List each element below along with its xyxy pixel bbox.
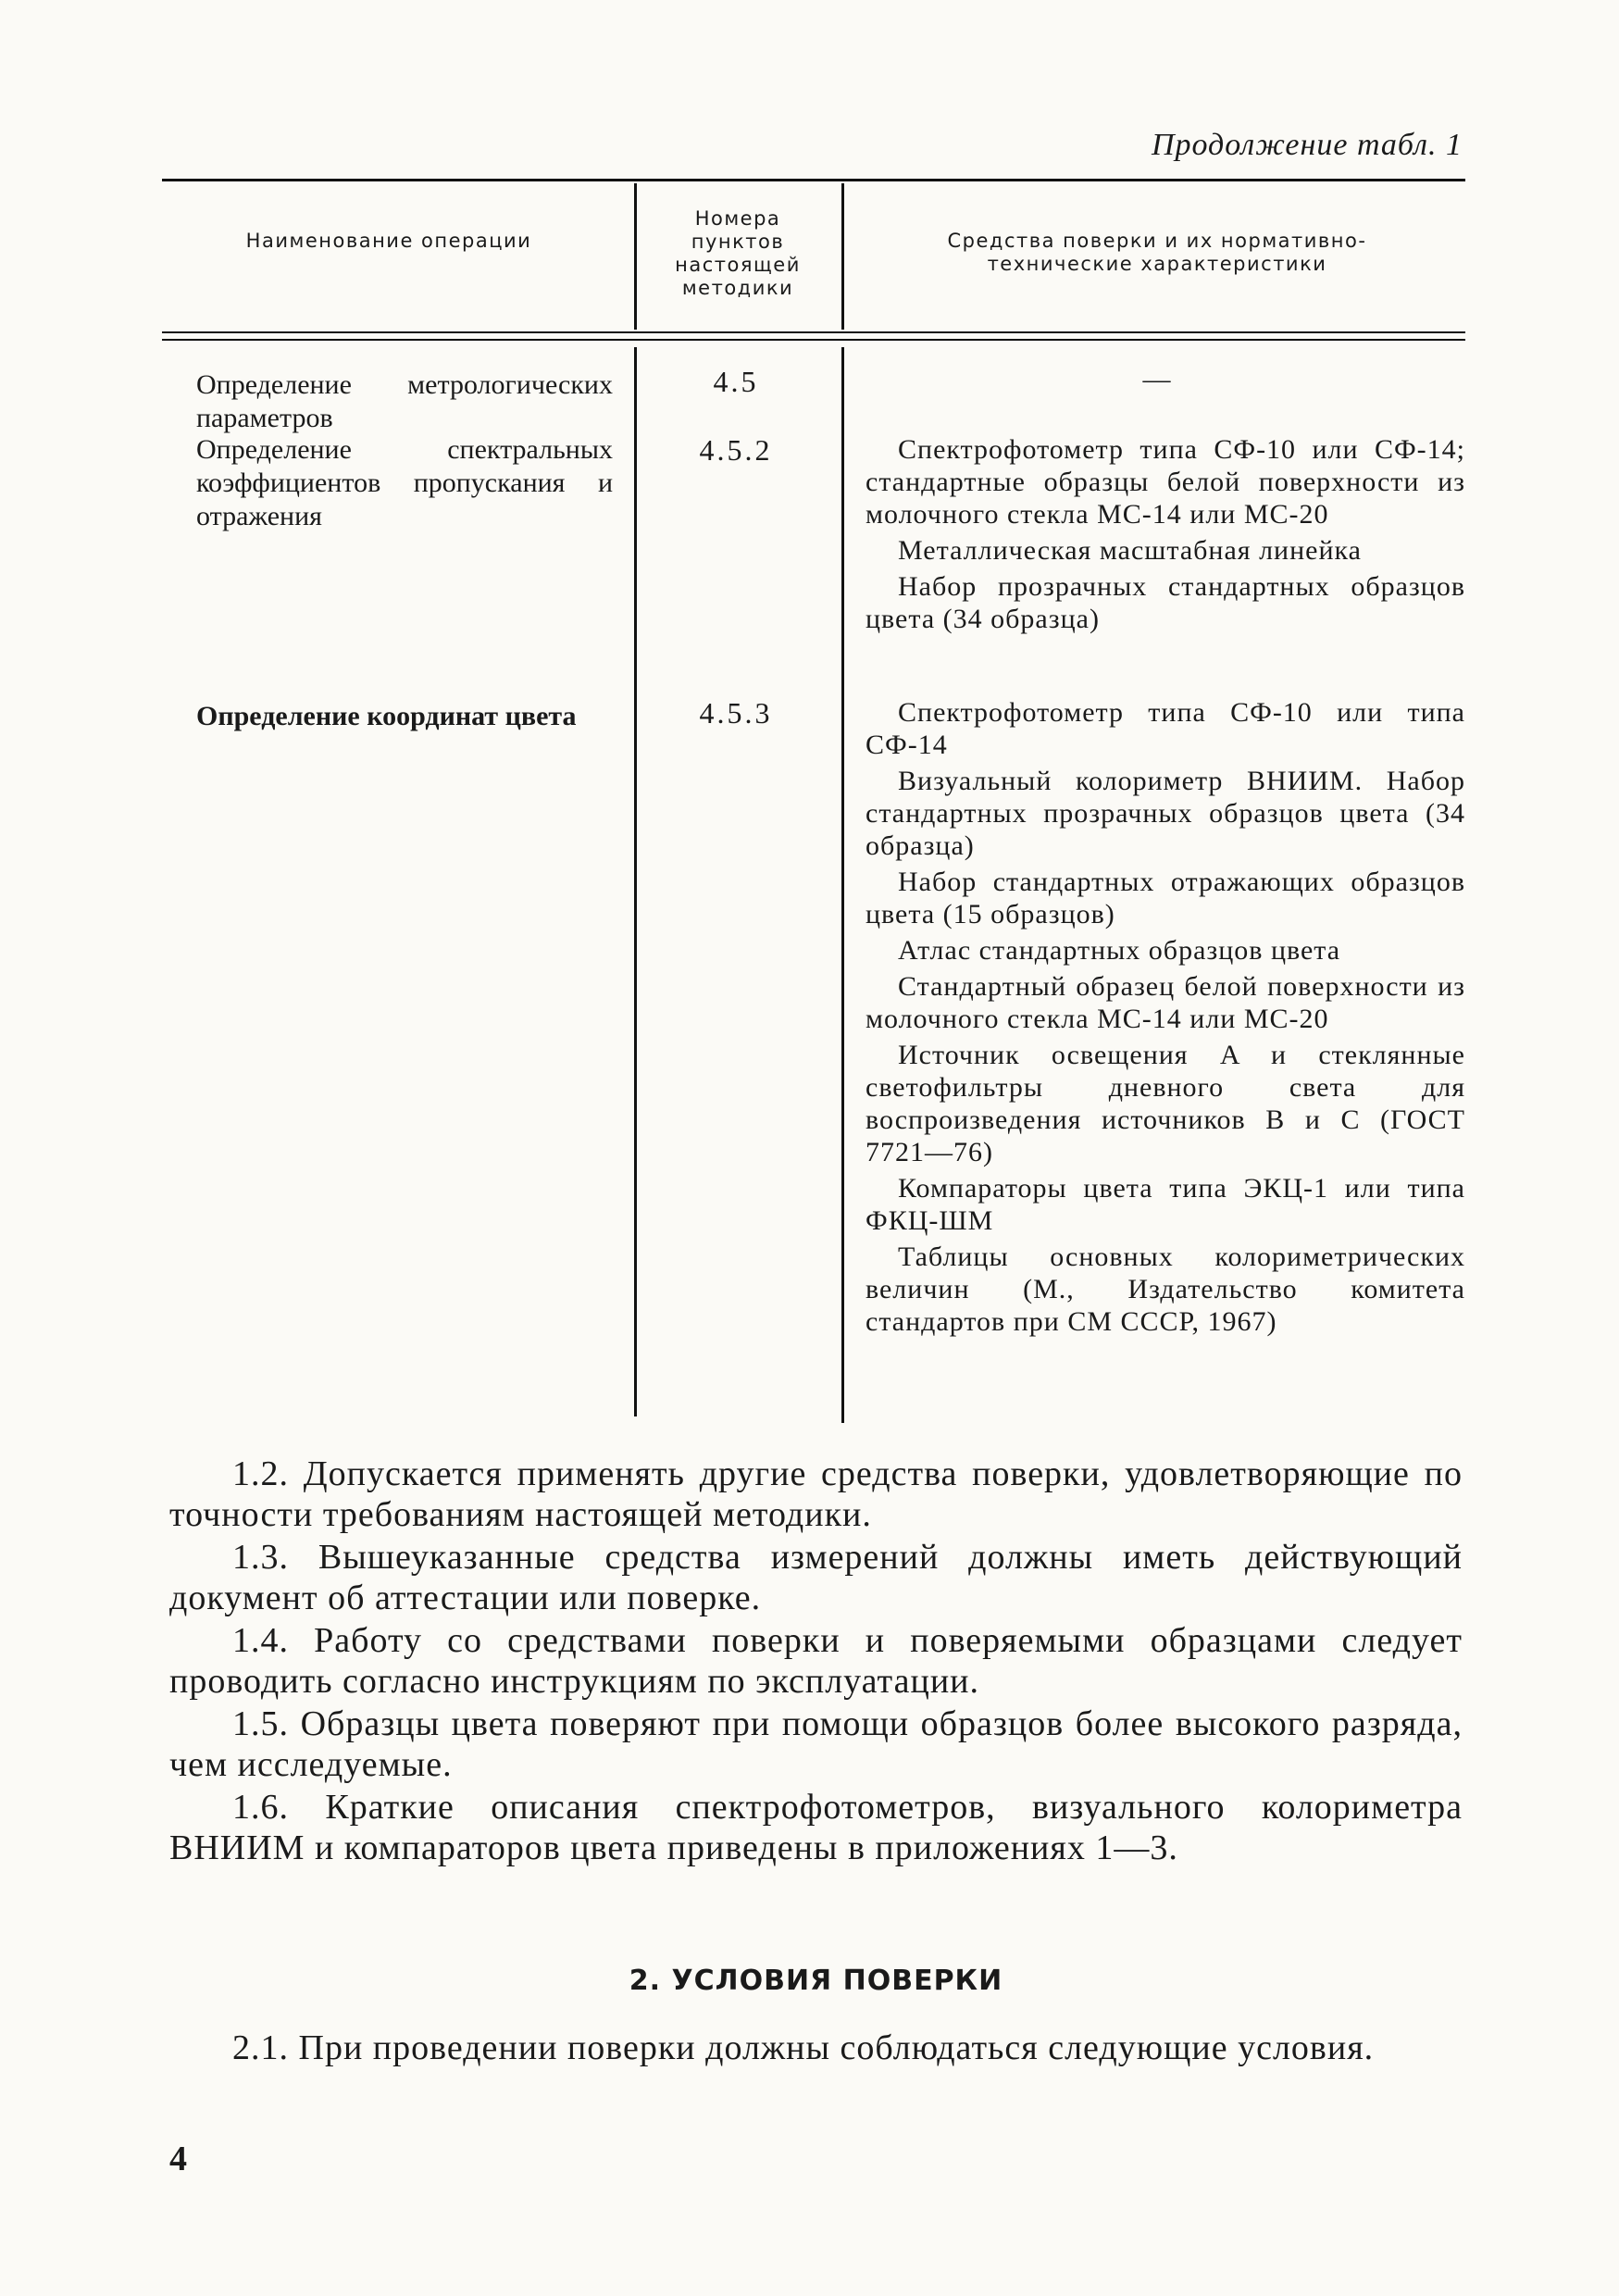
means-item: Спектрофотометр типа СФ-10 или СФ-14; стандартные образцы белой поверхности из молочного стекла МС-14 или МС-20 bbox=[866, 434, 1465, 530]
col-header-item: Номера пунктов настоящей методики bbox=[675, 207, 801, 299]
paragraph-2-1: 2.1. При проведении поверки должны соблюдаться следующие условия. bbox=[232, 2028, 1375, 2067]
table-row-2-operation: Определение спектральных коэффициентов пропускания и отражения bbox=[196, 434, 613, 531]
means-item: Спектрофотометр типа СФ-10 или типа СФ-14 bbox=[866, 697, 1465, 760]
section-body bbox=[169, 2028, 1463, 2070]
table-row-1-item: 4.5 bbox=[713, 365, 759, 398]
table-row-2-means bbox=[866, 433, 1465, 639]
means-item: Источник освещения A и стеклянные светофильтры дневного света для воспроизведения источников B и C (ГОСТ 7721—76) bbox=[866, 1040, 1465, 1167]
table-row-1-means: — bbox=[1142, 364, 1172, 394]
means-item: Таблицы основных колориметрических величин (М., Издательство комитета стандартов при СМ СССР, 1967) bbox=[866, 1242, 1465, 1337]
col-header-operation: Наименование операции bbox=[245, 230, 532, 252]
header-rule-1 bbox=[162, 331, 1465, 333]
body-divider-1 bbox=[634, 347, 637, 1416]
means-item: Стандартный образец белой поверхности из молочного стекла МС-14 или МС-20 bbox=[866, 971, 1465, 1034]
table-row-3-means bbox=[866, 696, 1465, 1341]
table-row-1-operation: Определение метрологических параметров bbox=[196, 369, 613, 433]
col-header-means: Средства поверки и их нормативно-технические характеристики bbox=[947, 230, 1367, 275]
table-row-2-item: 4.5.2 bbox=[699, 433, 773, 467]
paragraph-1-5: 1.5. Образцы цвета поверяют при помощи образцов более высокого разряда, чем исследуемые. bbox=[169, 1704, 1463, 1784]
header-divider-1 bbox=[634, 183, 637, 330]
paragraph-1-2: 1.2. Допускается применять другие средства поверки, удовлетворяющие по точности требованиям настоящей методики. bbox=[169, 1454, 1463, 1534]
table-row-3-item: 4.5.3 bbox=[699, 696, 773, 730]
page-number: 4 bbox=[169, 2140, 187, 2178]
header-divider-2 bbox=[841, 183, 844, 330]
paragraph-1-4: 1.4. Работу со средствами поверки и поверяемыми образцами следует проводить согласно инструкциям по эксплуатации. bbox=[169, 1621, 1463, 1701]
body-text bbox=[169, 1454, 1463, 1870]
paragraph-1-3: 1.3. Вышеуказанные средства измерений должны иметь действующий документ об аттестации или поверке. bbox=[169, 1538, 1463, 1617]
means-item: Атлас стандартных образцов цвета bbox=[898, 935, 1341, 966]
means-item: Набор стандартных отражающих образцов цвета (15 образцов) bbox=[866, 867, 1465, 930]
means-item: Визуальный колориметр ВНИИМ. Набор стандартных прозрачных образцов цвета (34 образца) bbox=[866, 766, 1465, 861]
means-item: Компараторы цвета типа ЭКЦ-1 или типа ФКЦ-ШМ bbox=[866, 1173, 1465, 1236]
body-divider-2 bbox=[841, 347, 844, 1423]
table-top-rule bbox=[162, 179, 1465, 181]
paragraph-1-6: 1.6. Краткие описания спектрофотометров, визуального колориметра ВНИИМ и компараторов цвета приведены в приложениях 1—3. bbox=[169, 1788, 1463, 1867]
section-title: 2. УСЛОВИЯ ПОВЕРКИ bbox=[629, 1965, 1003, 1997]
means-item: Металлическая масштабная линейка bbox=[898, 535, 1362, 566]
header-rule-2 bbox=[162, 339, 1465, 341]
table-row-3-operation: Определение координат цвета bbox=[196, 701, 577, 731]
table-continuation-label: Продолжение табл. 1 bbox=[1151, 128, 1463, 162]
means-item: Набор прозрачных стандартных образцов цвета (34 образца) bbox=[866, 571, 1465, 634]
